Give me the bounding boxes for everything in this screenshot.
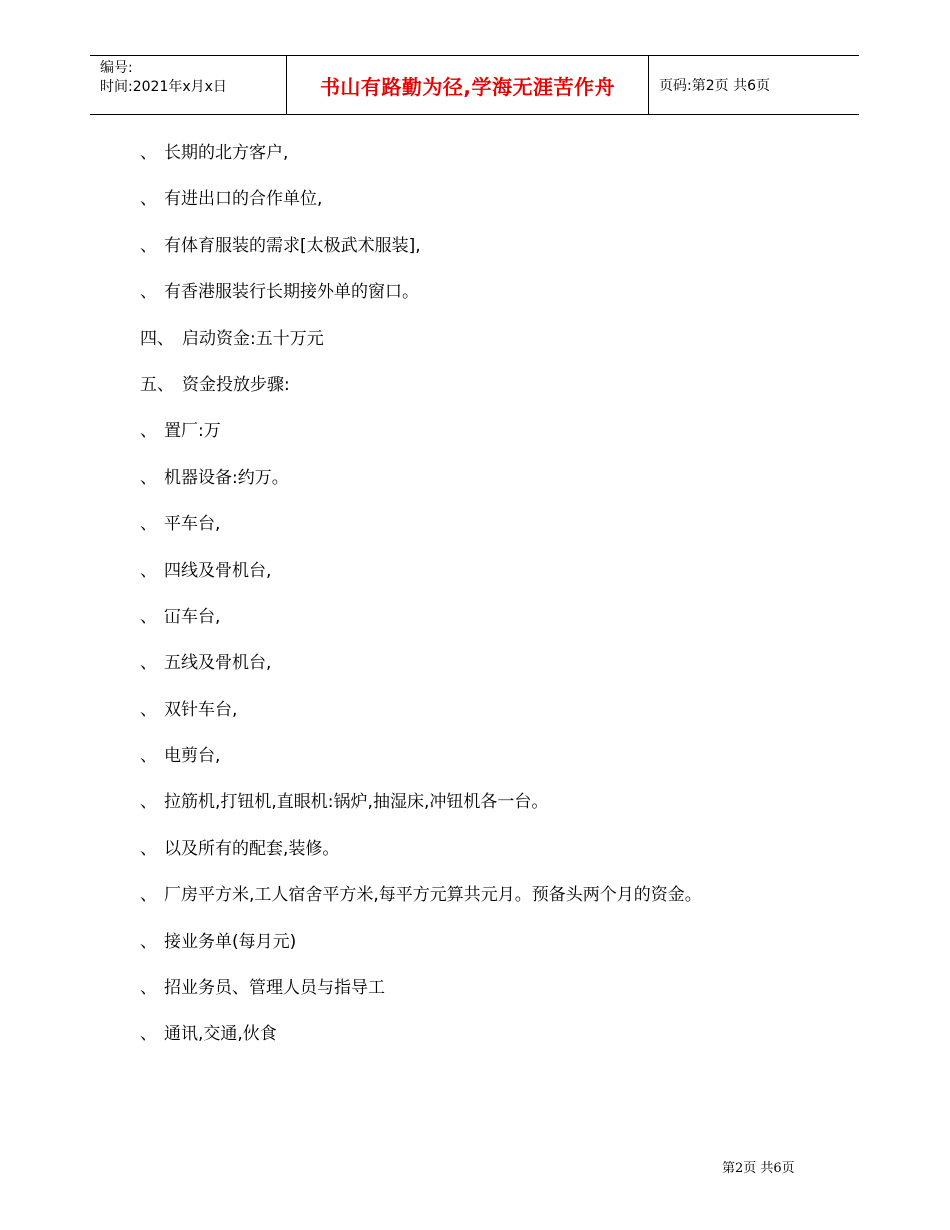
list-marker: 、 — [140, 931, 157, 952]
list-item-text: 置厂:万 — [164, 421, 221, 442]
list-item-text: 厂房平方米,工人宿舍平方米,每平方元算共元月。预备头两个月的资金。 — [164, 885, 702, 906]
list-item-text: 有进出口的合作单位, — [164, 189, 323, 210]
list-marker: 、 — [140, 792, 157, 813]
list-marker: 、 — [140, 978, 157, 999]
list-marker: 、 — [140, 606, 157, 627]
list-item-text: 拉筋机,打钮机,直眼机:锅炉,抽湿床,冲钮机各一台。 — [164, 792, 549, 813]
section-title: 资金投放步骤: — [182, 374, 290, 395]
list-marker: 、 — [140, 235, 157, 256]
list-marker: 、 — [140, 421, 157, 442]
list-item — [140, 604, 702, 650]
list-marker: 、 — [140, 189, 157, 210]
list-item — [140, 140, 702, 186]
number-label: 编号: — [100, 60, 133, 76]
list-item-text: 四线及骨机台, — [164, 560, 272, 581]
list-item-text: 以及所有的配套,装修。 — [164, 838, 340, 859]
list-marker: 、 — [140, 143, 157, 163]
page-footer: 第2页 共6页 — [722, 1161, 795, 1176]
list-marker: 、 — [140, 467, 157, 488]
list-item-text: 五线及骨机台, — [164, 653, 272, 674]
section-number: 五、 — [140, 374, 174, 395]
header-meta — [100, 59, 227, 97]
list-item — [140, 836, 702, 882]
list-item-text: 通讯,交通,伙食 — [164, 1024, 277, 1045]
document-body — [140, 140, 702, 1068]
list-item — [140, 697, 702, 743]
list-marker: 、 — [140, 560, 157, 581]
list-item-text: 有体育服装的需求[太极武术服装], — [164, 235, 421, 256]
list-item — [140, 418, 702, 464]
list-item — [140, 558, 702, 604]
list-item-text: 冚车台, — [164, 606, 221, 627]
header-motto: 书山有路勤为径,学海无涯苦作舟 — [319, 74, 616, 99]
list-marker: 、 — [140, 282, 157, 303]
list-item — [140, 882, 702, 928]
list-item — [140, 465, 702, 511]
list-item — [140, 511, 702, 557]
list-marker: 、 — [140, 653, 157, 674]
list-item — [140, 789, 702, 835]
list-item-text: 电剪台, — [164, 746, 221, 767]
list-marker: 、 — [140, 699, 157, 720]
page-header — [90, 55, 859, 115]
time-label: 时间:2021年x月x日 — [100, 79, 227, 95]
section-title: 启动资金:五十万元 — [182, 328, 324, 349]
list-item — [140, 1021, 702, 1067]
header-divider — [648, 56, 649, 114]
list-marker: 、 — [140, 885, 157, 906]
section-number: 四、 — [140, 328, 174, 349]
list-item-text: 双针车台, — [164, 699, 238, 720]
list-marker: 、 — [140, 746, 157, 767]
list-marker: 、 — [140, 838, 157, 859]
list-item — [140, 279, 702, 325]
list-item-text: 有香港服装行长期接外单的窗口。 — [164, 282, 419, 303]
list-item — [140, 743, 702, 789]
list-item-text: 平车台, — [164, 514, 221, 535]
list-marker: 、 — [140, 1024, 157, 1045]
list-item — [140, 975, 702, 1021]
section-heading — [140, 326, 702, 372]
list-item-text: 接业务单(每月元) — [164, 931, 297, 952]
list-item-text: 长期的北方客户, — [164, 143, 289, 163]
section-heading — [140, 372, 702, 418]
header-page-info: 页码:第2页 共6页 — [659, 78, 770, 94]
list-item — [140, 929, 702, 975]
list-item — [140, 186, 702, 232]
list-item-text: 招业务员、管理人员与指导工 — [164, 978, 385, 999]
list-item — [140, 233, 702, 279]
list-item-text: 机器设备:约万。 — [164, 467, 289, 488]
list-marker: 、 — [140, 514, 157, 535]
list-item — [140, 650, 702, 696]
